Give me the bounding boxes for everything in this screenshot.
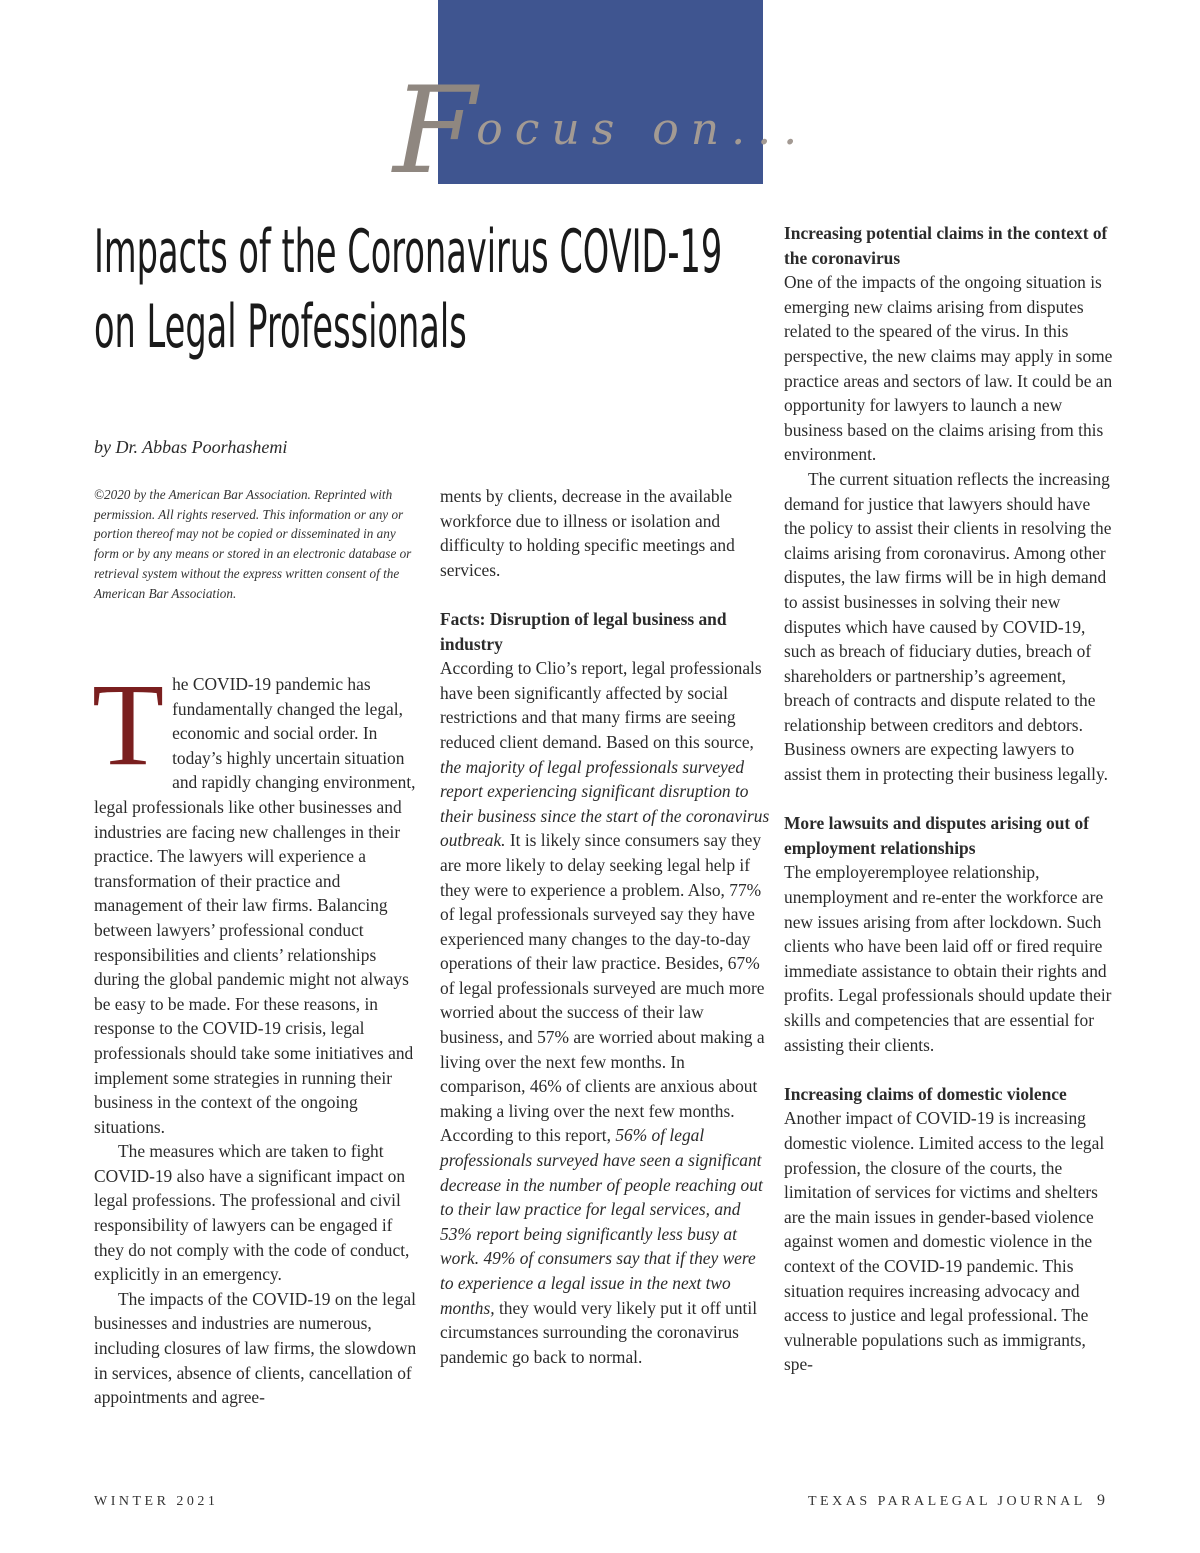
paragraph-text: they would very likely put it off until circumstances surrounding the coronavirus pandemic go back to normal. [440,1297,758,1367]
section-heading: More lawsuits and disputes arising out of employment relationships [784,813,1090,858]
column-3 [784,221,1114,1377]
column-1 [92,659,424,1410]
section-label [393,62,813,201]
italic-quote: 56% of legal professionals surveyed have seen a significant decrease in the number of people reaching out to their law practice for legal services, and 53% report being significantly less busy at work. 49% of consumers say that if they were to experience a legal issue in the next two months, [440,1125,763,1318]
section-heading: Facts: Disruption of legal business and industry [440,608,727,654]
drop-cap: T [92,659,165,790]
article-byline: by Dr. Abbas Poorhashemi [94,437,288,457]
column-2 [440,484,770,1369]
footer-issue: WINTER 2021 [94,1494,219,1509]
footer-journal: TEXAS PARALEGAL JOURNAL [808,1494,1086,1509]
body-paragraph [92,659,424,1139]
body-paragraph: The current situation reflects the increasing demand for justice that lawyers should have the policy to assist their clients in resolving the claims arising from coronavirus. Among other disputes, the law firms will be in high demand to assist businesses in solving their new disputes which have caused by COVID-19, such as breach of fiduciary duties, breach of shareholders or partnership’s agreement, breach of contracts and dispute related to the relationship between creditors and debtors. Business owners are expecting lawyers to assist them in protecting their business legally. [784,468,1112,785]
section-label-rest: ocus on... [476,104,810,155]
paragraph-text: It is likely since consumers say they are more likely to delay seeking legal help if they were to experience a problem. Also, 77% of legal professionals surveyed say they have experienced many changes to the day-to-day operations of their law practice. Besides, 67% of legal professionals surveyed are much more worried about the success of their law business, and 57% are worried about making a living over the next few months. In comparison, 46% of clients are anxious about making a living over the next few months. According to this report, [440,830,765,1146]
body-paragraph: Another impact of COVID-19 is increasing domestic violence. Limited access to the legal profession, the closure of the courts, the limitation of services for victims and shelters are the main issues in gender-based violence against women and domestic violence in the context of the COVID-19 pandemic. This situation requires increasing advocacy and access to justice and legal professional. The vulnerable populations such as immigrants, spe- [784,1108,1105,1375]
page-number: 9 [1097,1492,1105,1509]
paragraph-text: he COVID-19 pandemic has fundamentally changed the legal, economic and social order. In today’s highly uncertain situation and rapidly changing environment, legal professionals like other businesses and industries are facing new challenges in their practice. The lawyers will experience a transformation of their practice and management of their law firms. Balancing between lawyers’ professional conduct responsibilities and clients’ relationships during the global pandemic might not always be easy to be made. For these reasons, in response to the COVID-19 crisis, legal professionals should take some initiatives and implement some strategies in running their business in the context of the ongoing situations. [94,674,416,1137]
section-heading: Increasing claims of domestic violence [784,1083,1067,1104]
body-paragraph: ments by clients, decrease in the available workforce due to illness or isolation and difficulty to holding specific meetings and services. [440,486,735,580]
paragraph-text: According to Clio’s report, legal professionals have been significantly affected by social restrictions and that many firms are seeing reduced client demand. Based on this source, [440,658,762,752]
body-paragraph: The measures which are taken to fight COVID-19 also have a significant impact on legal professions. The professional and civil responsibility of lawyers can be engaged if they do not comply with the code of conduct, explicitly in an emergency. [94,1141,410,1285]
article-title: Impacts of the Coronavirus COVID-19 on Legal Professionals [94,217,723,362]
body-paragraph: One of the impacts of the ongoing situation is emerging new claims arising from disputes related to the speared of the virus. In this perspective, the new claims may apply in some practice areas and sectors of law. It could be an opportunity for lawyers to launch a new business based on the claims arising from this environment. [784,272,1113,465]
body-paragraph: The employeremployee relationship, unemployment and re-enter the workforce are new issues arising from after lockdown. Such clients who have been laid off or fired require immediate assistance to obtain their rights and profits. Legal professionals should update their skills and competencies that are essential for assisting their clients. [784,862,1112,1055]
body-paragraph: The impacts of the COVID-19 on the legal businesses and industries are numerous, including closures of law firms, the slowdown in services, absence of clients, cancellation of appointments and agree- [94,1288,417,1408]
copyright-notice: ©2020 by the American Bar Association. Reprinted with permission. All rights reserved. This information or any or portion thereof may not be copied or disseminated in any form or by any means or stored in an electronic database or retrieval system without the express written consent of the American Bar Association. [94,487,412,601]
section-heading: Increasing potential claims in the context of the coronavirus [784,223,1108,268]
italic-quote: the majority of legal professionals surveyed report experiencing significant disruption to their business since the start of the coronavirus outbreak. [440,756,770,851]
section-label-initial: F [393,62,477,201]
body-paragraph [440,656,770,1369]
